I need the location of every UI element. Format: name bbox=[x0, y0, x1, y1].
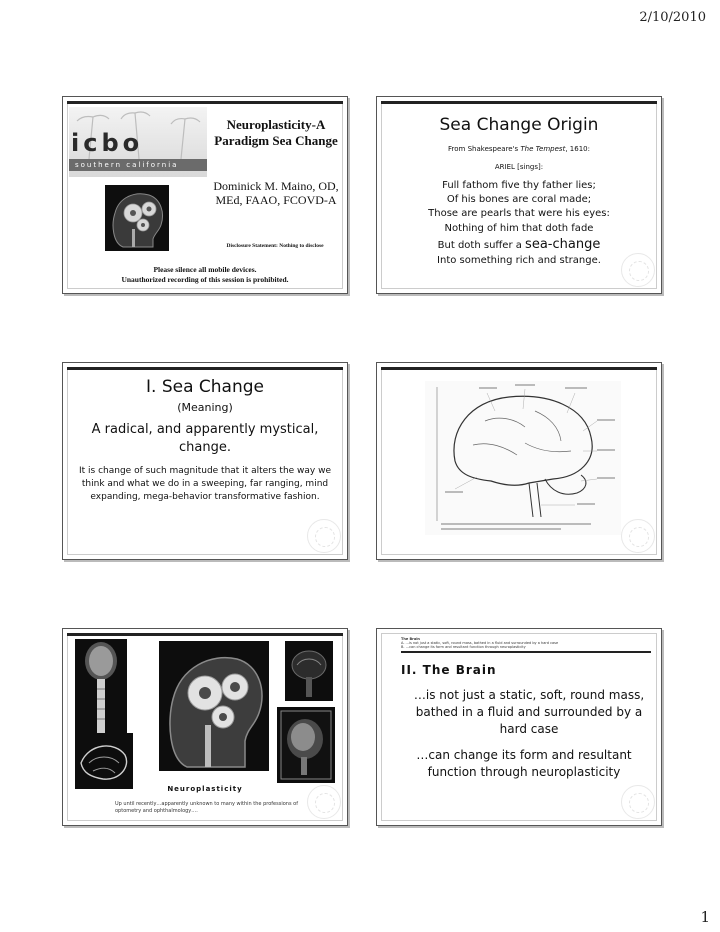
slide-3-definition: A radical, and apparently mystical, change. bbox=[91, 422, 319, 455]
source-work: The Tempest bbox=[520, 145, 566, 153]
gear-head-image bbox=[105, 185, 169, 251]
slide-2-speaker: ARIEL [sings]: bbox=[494, 163, 544, 171]
slide-6-point-1: …is not just a static, soft, round mass, bathed in a fluid and surrounded by a hard case bbox=[413, 688, 645, 736]
slide-top-bar bbox=[381, 101, 657, 104]
poem-line: Those are pearls that were his eyes: bbox=[428, 208, 610, 220]
mri-image bbox=[277, 707, 335, 783]
brain-diagram-image bbox=[425, 381, 621, 535]
slide-top-bar bbox=[67, 633, 343, 636]
slide-6-title: II. The Brain bbox=[401, 663, 497, 677]
notice-line-2: Unauthorized recording of this session is prohibited. bbox=[121, 274, 289, 284]
poem-line: Nothing of him that doth fade bbox=[444, 222, 594, 234]
slide-6-point-2: …can change its form and resultant function through neuroplasticity bbox=[416, 748, 632, 779]
brain-scan-image bbox=[285, 641, 333, 701]
poem-line: Of his bones are coral made; bbox=[446, 194, 592, 206]
slide-sea-change-meaning bbox=[62, 362, 348, 560]
slide-5-note: Up until recently…apparently unknown to many within the professions of optometry and ophthalmology…. bbox=[115, 801, 298, 814]
slide-1-disclosure: Disclosure Statement: Nothing to disclose bbox=[226, 243, 324, 249]
slide-2-title: Sea Change Origin bbox=[439, 115, 599, 135]
slide-1-author: Dominick M. Maino, OD, MEd, FAAO, FCOVD-A bbox=[213, 179, 339, 208]
logo-region-band: southern california bbox=[69, 159, 207, 171]
slide-2-poem bbox=[377, 179, 661, 268]
slide-3-description: It is change of such magnitude that it alters the way we think and what we do in a sweeping, far ranging, mind expanding, mega-behavior transformative fashion. bbox=[79, 466, 332, 503]
source-suffix: , 1610: bbox=[565, 145, 590, 153]
skeleton-head-image bbox=[75, 639, 127, 737]
poem-line: Full fathom five thy father lies; bbox=[442, 180, 596, 191]
watermark-seal-icon bbox=[621, 785, 655, 819]
slide-top-bar bbox=[381, 367, 657, 370]
gear-head-image bbox=[159, 641, 269, 771]
watermark-seal-icon bbox=[621, 519, 655, 553]
slide-1-title: Neuroplasticity-A Paradigm Sea Change bbox=[214, 117, 338, 148]
slide-top-bar bbox=[67, 367, 343, 370]
watermark-seal-icon bbox=[621, 253, 655, 287]
page-date: 2/10/2010 bbox=[639, 10, 706, 25]
vessels-image bbox=[75, 733, 133, 789]
poem-line bbox=[377, 236, 661, 254]
slide-2-source bbox=[377, 145, 661, 153]
slide-3-subtitle: (Meaning) bbox=[177, 401, 233, 414]
slide-neuroplasticity-images bbox=[62, 628, 348, 826]
logo-wordmark: icbo bbox=[71, 129, 144, 157]
header-line-1: A. …is not just a static, soft, round mass, bathed in a fluid and surrounded by a hard case bbox=[401, 641, 559, 646]
slide-title bbox=[62, 96, 348, 294]
header-title: The Brain bbox=[401, 637, 420, 641]
slide-6-header bbox=[401, 637, 641, 649]
icbo-logo bbox=[69, 107, 207, 177]
source-prefix: From Shakespeare's bbox=[448, 145, 521, 153]
slide-3-title: I. Sea Change bbox=[146, 377, 264, 397]
slide-brain-diagram bbox=[376, 362, 662, 560]
poem-line: Into something rich and strange. bbox=[437, 255, 601, 267]
poem-emphasis: sea-change bbox=[525, 236, 601, 252]
page-number: 1 bbox=[700, 908, 710, 926]
watermark-seal-icon bbox=[307, 785, 341, 819]
slide-5-caption: Neuroplasticity bbox=[167, 785, 243, 793]
slide-top-bar bbox=[67, 101, 343, 104]
header-line-2: B. …can change its form and resultant function through neuroplasticity bbox=[401, 645, 526, 650]
slide-the-brain bbox=[376, 628, 662, 826]
slide-6-rule bbox=[401, 651, 651, 653]
slide-sea-change-origin bbox=[376, 96, 662, 294]
watermark-seal-icon bbox=[307, 519, 341, 553]
slide-1-notice bbox=[63, 265, 347, 285]
notice-line-1: Please silence all mobile devices. bbox=[153, 265, 257, 274]
poem-line-text: But doth suffer a bbox=[437, 239, 526, 251]
